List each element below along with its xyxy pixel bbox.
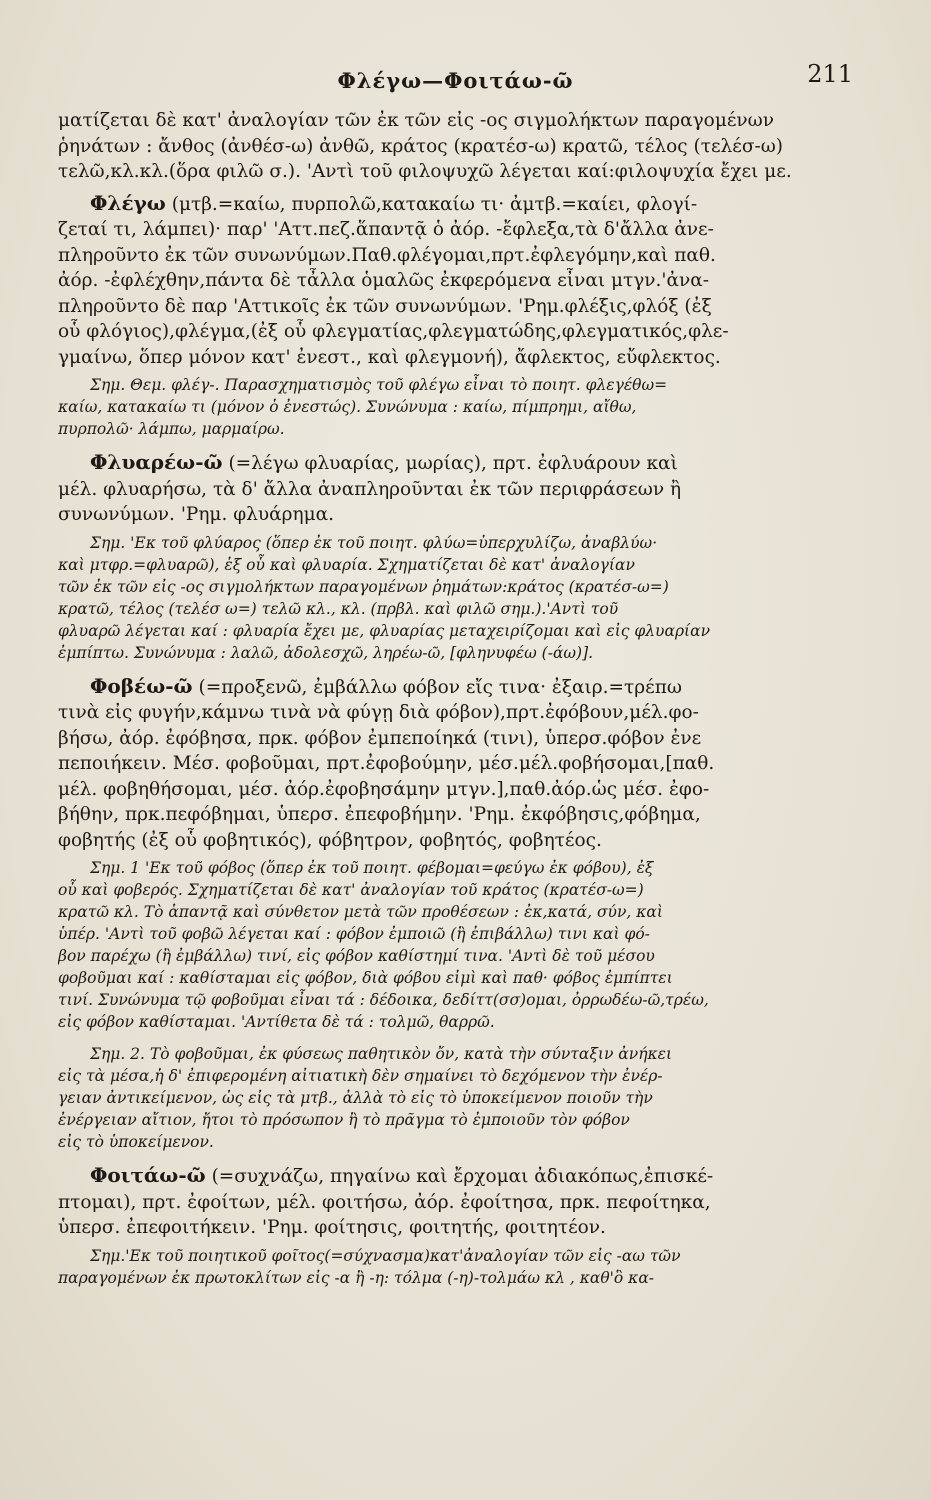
entry-definition: (=λέγω φλυαρίας, μωρίας), πρτ. ἐφλυάρουν καὶ xyxy=(222,453,678,474)
page-header xyxy=(58,48,853,108)
note-line: εἰς τὰ μέσα,ἡ δ' ἐπιφερομένη αἰτιατικὴ δὲν σημαίνει τὸ δεχόμενον τὴν ἐνέρ- xyxy=(58,1067,663,1085)
note-line: κρατῶ κλ. Τὸ ἁπαντᾷ καὶ σύνθετον μετὰ τῶν προθέσεων : ἐκ,κατά, σύν, καὶ xyxy=(58,903,663,921)
note-line: ἐνέργειαν αἴτιον, ἤτοι τὸ πρόσωπον ἢ τὸ πρᾶγμα τὸ ἐμποιοῦν τὸν φόβον xyxy=(58,1111,630,1129)
head-word: Φλυαρέω-ῶ xyxy=(90,450,223,474)
text-line: ὑπερσ. ἐπεφοιτήκειν. 'Ρημ. φοίτησις, φοιτητής, φοιτητέον. xyxy=(58,1217,606,1238)
head-word: Φοιτάω-ῶ xyxy=(90,1163,206,1187)
entries-list xyxy=(58,191,853,1289)
note-line: εἰς τὸ ὑποκείμενον. xyxy=(58,1133,214,1151)
note-line: ὑπέρ. 'Αντὶ τοῦ φοβῶ λέγεται καί : φόβον ἐμποιῶ (ἢ ἐπιβάλλω) τινι καὶ φό- xyxy=(58,925,650,943)
note-line: τῶν ἐκ τῶν εἰς -ος σιγμολήκτων παραγομένων ῥημάτων:κράτος (κρατέσ-ω=) xyxy=(58,577,669,596)
usage-note xyxy=(58,374,853,440)
entry-definition: (μτβ.=καίω, πυρπολῶ,κατακαίω τι· ἀμτβ.=καίει, φλογί- xyxy=(165,193,698,215)
note-line: τινί. Συνώνυμα τῷ φοβοῦμαι εἶναι τά : δέδοικα, δεδίττ(σσ)ομαι, ὀρρωδέω-ῶ,τρέω, xyxy=(58,991,709,1009)
text-line: τινὰ εἰς φυγήν,κάμνω τινὰ νὰ φύγῃ διὰ φόβον),πρτ.ἐφόβουν,μέλ.φο- xyxy=(58,702,699,723)
text-line: βήσω, ἀόρ. ἐφόβησα, πρκ. φόβον ἐμπεποίηκά (τινι), ὑπερσ.φόβον ἐνε xyxy=(58,727,702,749)
entry-first-line xyxy=(58,450,853,477)
dictionary-entry xyxy=(58,674,853,1154)
note-line: ἐμπίπτω. Συνώνυμα : λαλῶ, ἀδολεσχῶ, ληρέω-ῶ, [φληνυφέω (-άω)]. xyxy=(58,643,594,662)
note-line: γειαν ἀντικείμενον, ὡς εἰς τὰ μτβ., ἀλλὰ τὸ εἰς τὸ ὑποκείμενον ποιοῦν τὴν xyxy=(58,1089,653,1107)
text-line: μέλ. φλυαρήσω, τὰ δ' ἄλλα ἀναπληροῦνται ἐκ τῶν περιφράσεων ἢ xyxy=(58,478,682,500)
page-number: 211 xyxy=(807,60,853,88)
text-line: πεποιήκειν. Μέσ. φοβοῦμαι, πρτ.ἐφοβούμην, μέσ.μέλ.φοβήσομαι,[παθ. xyxy=(58,753,715,774)
entry-first-line xyxy=(58,191,853,218)
entry-definition: (=συχνάζω, πηγαίνω καὶ ἔρχομαι ἀδιακόπως,ἐπισκέ- xyxy=(205,1166,714,1187)
dictionary-entry xyxy=(58,450,853,664)
note-line: Σημ. Θεμ. φλέγ-. Παρασχηματισμὸς τοῦ φλέγω εἶναι τὸ ποιητ. φλεγέθω= xyxy=(90,376,668,394)
entry-first-line xyxy=(58,674,853,701)
note-line: βον παρέχω (ἢ ἐμβάλλω) τινί, εἰς φόβον καθίστημί τινα. 'Αντὶ δὲ τοῦ μέσου xyxy=(58,947,655,965)
note-line: κρατῶ, τέλος (τελέσ ω=) τελῶ κλ., κλ. (πρβλ. καὶ φιλῶ σημ.).'Αντὶ τοῦ xyxy=(58,599,619,618)
text-line: φοβητής (ἐξ οὗ φοβητικός), φόβητρον, φοβητός, φοβητέος. xyxy=(58,829,602,851)
note-line: Σημ.'Εκ τοῦ ποιητικοῦ φοῖτος(=σύχνασμα)κατ'ἀναλογίαν τῶν εἰς -αω τῶν xyxy=(90,1246,681,1265)
usage-note xyxy=(58,1245,853,1289)
usage-note xyxy=(58,532,853,664)
note-line: καὶ μτφρ.=φλυαρῶ), ἐξ οὗ καὶ φλυαρία. Σχηματίζεται δὲ κατ' ἀναλογίαν xyxy=(58,555,635,574)
head-word: Φλέγω xyxy=(90,190,166,215)
text-line: ἀόρ. -ἐφλέχθην,πάντα δὲ τἆλλα ὁμαλῶς ἐκφερόμενα εἶναι μτγν.'ἀνα- xyxy=(58,270,709,291)
note-line: καίω, κατακαίω τι (μόνον ὁ ἐνεστώς). Συνώνυμα : καίω, πίμπρημι, αἴθω, xyxy=(58,398,637,416)
text-line: πληροῦντο δὲ παρ 'Αττικοῖς ἐκ τῶν συνωνύμων. 'Ρημ.φλέξις,φλόξ (ἐξ xyxy=(58,295,712,317)
intro-paragraph xyxy=(58,108,853,185)
dictionary-entry xyxy=(58,1163,853,1289)
usage-note xyxy=(58,1043,853,1153)
note-line: παραγομένων ἐκ πρωτοκλίτων εἰς -α ἢ -η: τόλμα (-η)-τολμάω κλ , καθ'ὃ κα- xyxy=(58,1268,655,1287)
note-line: Σημ. 1 'Εκ τοῦ φόβος (ὅπερ ἐκ τοῦ ποιητ. φέβομαι=φεύγω ἐκ φόβου), ἐξ xyxy=(90,859,654,877)
text-line: τελῶ,κλ.κλ.(ὅρα φιλῶ σ.). 'Αντὶ τοῦ φιλοψυχῶ λέγεται καί:φιλοψυχία ἔχει με. xyxy=(58,161,792,182)
text-line: πληροῦντο ἐκ τῶν συνωνύμων.Παθ.φλέγομαι,πρτ.ἐφλεγόμην,καὶ παθ. xyxy=(58,244,716,266)
note-line: Σημ. 'Εκ τοῦ φλύαρος (ὅπερ ἐκ τοῦ ποιητ. φλύω=ὑπερχυλίζω, ἀναβλύω· xyxy=(90,533,658,552)
note-line: φλυαρῶ λέγεται καί : φλυαρία ἔχει με, φλυαρίας μεταχειρίζομαι καὶ εἰς φλυαρίαν xyxy=(58,621,711,640)
text-line: ματίζεται δὲ κατ' ἀναλογίαν τῶν ἐκ τῶν εἰς -ος σιγμολήκτων παραγομένων xyxy=(58,110,774,131)
text-line: πτομαι), πρτ. ἐφοίτων, μέλ. φοιτήσω, ἀόρ. ἐφοίτησα, πρκ. πεφοίτηκα, xyxy=(58,1191,711,1213)
dictionary-entry xyxy=(58,191,853,441)
text-line: βήθην, πρκ.πεφόβημαι, ὑπερσ. ἐπεφοβήμην. 'Ρημ. ἐκφόβησις,φόβημα, xyxy=(58,804,701,825)
note-line: πυρπολῶ· λάμπω, μαρμαίρω. xyxy=(58,420,285,438)
text-line: γμαίνω, ὅπερ μόνον κατ' ἐνεστ., καὶ φλεγμονή), ἄφλεκτος, εὔφλεκτος. xyxy=(58,346,721,368)
text-line: συνωνύμων. 'Ρημ. φλυάρημα. xyxy=(58,504,334,525)
note-line: εἰς φόβον καθίσταμαι. 'Αντίθετα δὲ τά : τολμῶ, θαρρῶ. xyxy=(58,1013,495,1031)
entry-definition: (=προξενῶ, ἐμβάλλω φόβον εἴς τινα· ἐξαιρ.=τρέπω xyxy=(192,676,682,698)
text-line: ζεταί τι, λάμπει)· παρ' 'Αττ.πεζ.ἅπαντᾷ ὁ ἀόρ. -ἔφλεξα,τὰ δ'ἄλλα ἀνε- xyxy=(58,219,714,240)
text-line: ῥηνάτων : ἄνθος (ἀνθέσ-ω) ἀνθῶ, κράτος (κρατέσ-ω) κρατῶ, τέλος (τελέσ-ω) xyxy=(58,135,784,157)
usage-note xyxy=(58,857,853,1033)
note-line: φοβοῦμαι καί : καθίσταμαι εἰς φόβον, διὰ φόβου εἰμὶ καὶ παθ· φόβος ἐμπίπτει xyxy=(58,969,673,987)
text-line: μέλ. φοβηθήσομαι, μέσ. ἀόρ.ἐφοβησάμην μτγν.],παθ.ἀόρ.ὡς μέσ. ἐφο- xyxy=(58,778,710,800)
text-line: οὗ φλόγιος),φλέγμα,(ἐξ οὗ φλεγματίας,φλεγματώδης,φλεγματικός,φλε- xyxy=(58,321,729,342)
note-line: Σημ. 2. Τὸ φοβοῦμαι, ἐκ φύσεως παθητικὸν ὄν, κατὰ τὴν σύνταξιν ἀνήκει xyxy=(90,1045,673,1063)
head-word: Φοβέω-ῶ xyxy=(90,673,193,698)
running-head: Φλέγω—Φοιτάω-ῶ xyxy=(337,68,574,93)
note-line: οὗ καὶ φοβερός. Σχηματίζεται δὲ κατ' ἀναλογίαν τοῦ κράτος (κρατέσ-ω=) xyxy=(58,881,644,899)
entry-first-line xyxy=(58,1163,853,1190)
